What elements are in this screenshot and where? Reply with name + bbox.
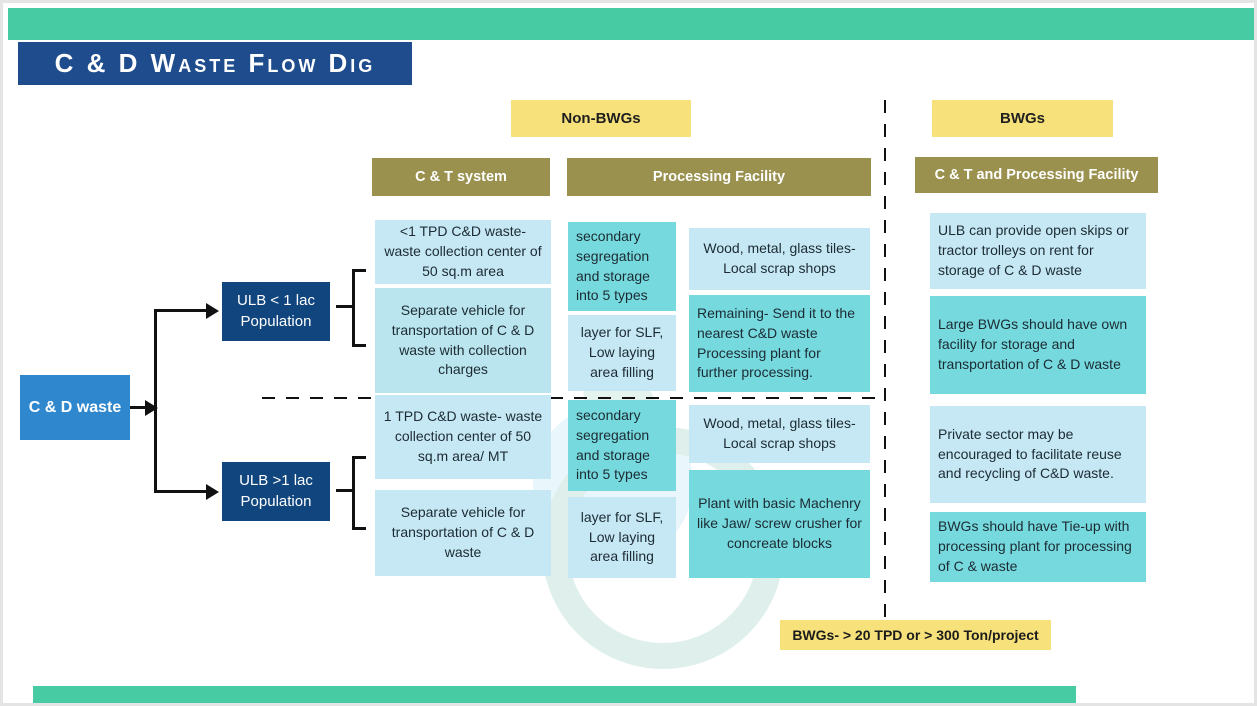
box-text: ULB can provide open skips or tractor trolleys on rent for storage of C & D waste (938, 222, 1129, 278)
page-title-text: C & D Waste Flow Dig (54, 48, 376, 78)
header-processing-facility-label: Processing Facility (652, 169, 786, 185)
flow-node-ulb-small-label: ULB < 1 lac Population (237, 292, 315, 330)
box-small-secondary-segregation (568, 222, 676, 311)
arrow-right-icon (206, 303, 219, 319)
header-ct-system-label: C & T system (415, 169, 507, 185)
box-text: <1 TPD C&D waste- waste collection center of 50 sq.m area (384, 223, 542, 279)
flow-node-ulb-large (222, 462, 330, 521)
bracket-line (352, 527, 366, 530)
bracket-line (352, 344, 366, 347)
box-bwg-own-facility (930, 296, 1146, 394)
box-text: BWGs should have Tie-up with processing plant for processing of C & waste (938, 518, 1132, 574)
header-ct-system (372, 158, 550, 196)
bracket-line (352, 456, 355, 530)
box-text: Remaining- Send it to the nearest C&D waste Processing plant for further processing. (697, 304, 855, 381)
box-text: 1 TPD C&D waste- waste collection center of 50 sq.m area/ MT (383, 408, 543, 464)
box-text: layer for SLF, Low laying area filling (580, 324, 664, 380)
header-bwgs (932, 100, 1113, 137)
header-non-bwgs (511, 100, 691, 137)
bwg-definition-footnote (780, 620, 1051, 650)
box-bwg-tie-up (930, 512, 1146, 582)
box-small-slf-layer (568, 315, 676, 391)
box-text: secondary segregation and storage into 5 types (576, 227, 650, 304)
header-ct-and-processing-facility-label: C & T and Processing Facility (934, 167, 1139, 183)
horizontal-dashed-divider (262, 397, 884, 399)
bracket-line (336, 489, 352, 492)
connector-line (154, 309, 207, 312)
box-text: Separate vehicle for transportation of C & D waste with collection charges (391, 301, 535, 378)
box-bwg-open-skips (930, 213, 1146, 289)
box-small-ct-collection-center (375, 220, 551, 284)
top-accent-bar (8, 8, 1254, 40)
box-large-slf-layer (568, 497, 676, 578)
header-non-bwgs-label: Non-BWGs (561, 110, 641, 127)
box-small-ct-separate-vehicle (375, 288, 551, 393)
box-text: Wood, metal, glass tiles-Local scrap shops (703, 240, 856, 276)
header-bwgs-label: BWGs (1000, 110, 1045, 127)
box-large-wood-metal-glass (689, 405, 870, 463)
flow-node-ulb-small (222, 282, 330, 341)
page-title (18, 42, 412, 85)
vertical-dashed-divider (884, 100, 886, 617)
bracket-line (352, 269, 366, 272)
box-large-ct-collection-center (375, 395, 551, 479)
connector-line (154, 490, 207, 493)
box-small-wood-metal-glass (689, 228, 870, 290)
header-ct-and-processing-facility (915, 157, 1158, 193)
box-text: secondary segregation and storage into 5 types (576, 406, 650, 483)
bracket-line (352, 269, 355, 347)
connector-trunk-line (154, 309, 157, 493)
box-text: layer for SLF, Low laying area filling (580, 508, 664, 565)
box-text: Separate vehicle for transportation of C & D waste (391, 504, 535, 560)
bracket-line (352, 456, 366, 459)
flow-node-cd-waste (20, 375, 130, 440)
flow-node-cd-waste-label: C & D waste (28, 398, 122, 416)
box-text: Large BWGs should have own facility for storage and transportation of C & D waste (938, 316, 1128, 372)
box-text: Plant with basic Machenry like Jaw/ screw crusher for concreate blocks (697, 495, 862, 551)
box-small-remaining-processing (689, 295, 870, 392)
header-processing-facility (567, 158, 871, 196)
box-large-secondary-segregation (568, 400, 676, 491)
flow-node-ulb-large-label: ULB >1 lac Population (239, 472, 313, 510)
box-large-ct-separate-vehicle (375, 490, 551, 576)
box-large-plant-machinery (689, 470, 870, 578)
box-text: Wood, metal, glass tiles-Local scrap shops (703, 415, 856, 451)
bracket-line (336, 305, 352, 308)
box-bwg-private-sector (930, 406, 1146, 503)
bwg-definition-footnote-text: BWGs- > 20 TPD or > 300 Ton/project (792, 627, 1039, 643)
arrow-right-icon (206, 484, 219, 500)
box-text: Private sector may be encouraged to facilitate reuse and recycling of C&D waste. (938, 425, 1122, 482)
